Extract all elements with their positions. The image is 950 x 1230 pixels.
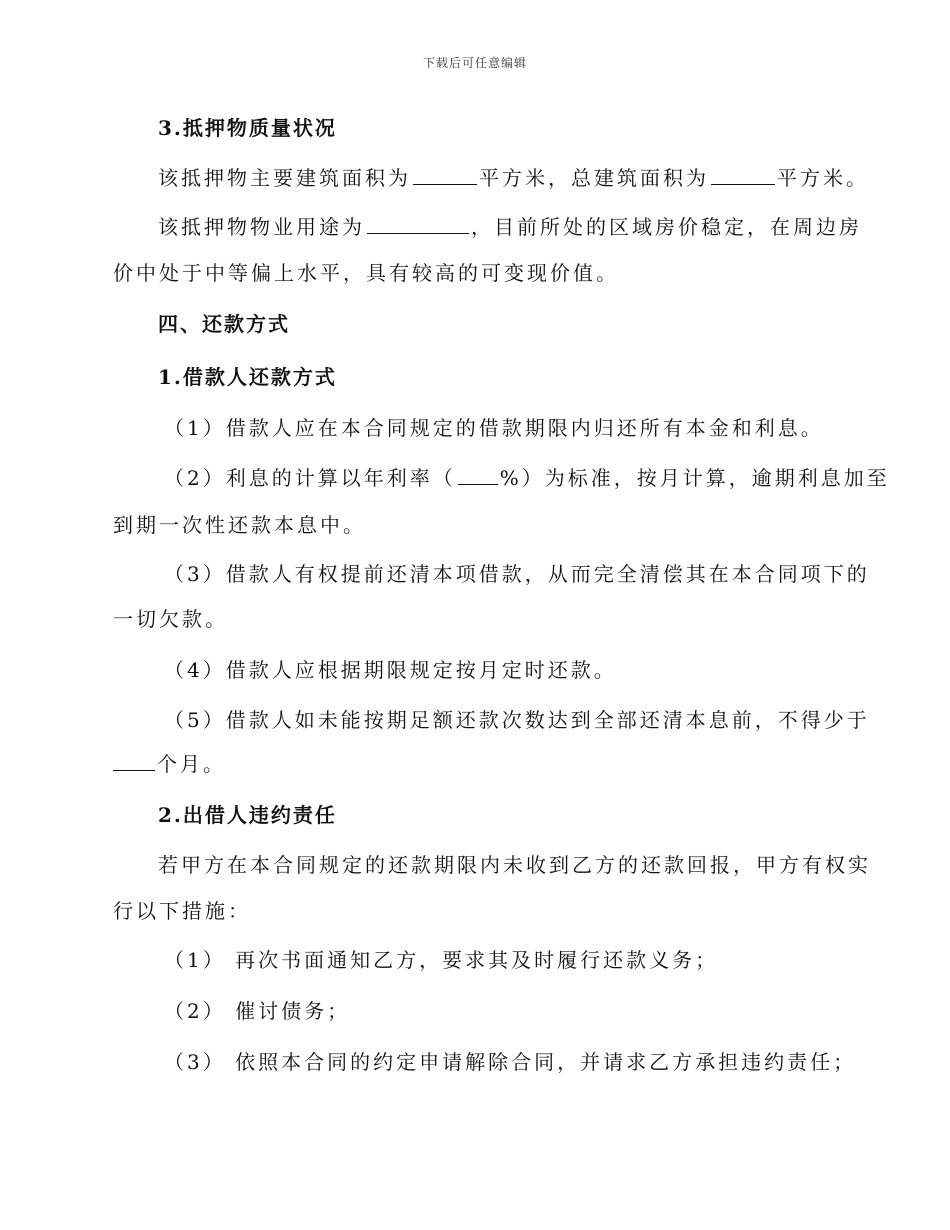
text-segment: 平方米。 (777, 166, 869, 190)
text-segment: 该抵押物物业用途为 (158, 215, 365, 239)
measure-3: （3） 依照本合同的约定申请解除合同，并请求乙方承担违约责任； (164, 1050, 857, 1074)
blank-line (458, 464, 498, 485)
item-2 (164, 464, 890, 492)
blank-line (711, 164, 775, 185)
text-segment: ，目前所处的区域房价稳定，在周边房 (471, 215, 862, 239)
item-3-cont: 一切欠款。 (113, 607, 228, 631)
text-segment: 个月。 (157, 752, 226, 776)
item-4: （4）借款人应根据期限规定按月定时还款。 (164, 658, 617, 682)
blank-line (113, 750, 155, 771)
subsection-4-1-heading: 1.借款人还款方式 (158, 365, 337, 389)
item-3: （3）借款人有权提前还清本项借款，从而完全清偿其在本合同项下的 (164, 562, 870, 586)
text-segment: 平方米，总建筑面积为 (479, 166, 709, 190)
item-1: （1）借款人应在本合同规定的借款期限内归还所有本金和利息。 (164, 416, 824, 440)
paragraph-property-use-cont: 价中处于中等偏上水平，具有较高的可变现价值。 (113, 261, 619, 285)
measure-1: （1） 再次书面通知乙方，要求其及时履行还款义务； (164, 948, 719, 972)
text-segment: 该抵押物主要建筑面积为 (158, 166, 411, 190)
text-segment: %）为标准，按月计算，逾期利息加至 (499, 466, 890, 490)
paragraph-building-area (158, 164, 869, 192)
blank-line (413, 164, 477, 185)
paragraph-lender-rights-cont: 行以下措施： (113, 899, 251, 923)
text-segment: （2）利息的计算以年利率（ (164, 466, 456, 490)
paragraph-property-use (158, 213, 862, 241)
measure-2: （2） 催讨债务； (164, 999, 351, 1023)
section-3-heading: 3.抵押物质量状况 (158, 116, 337, 140)
blank-line (367, 213, 469, 234)
paragraph-lender-rights: 若甲方在本合同规定的还款期限内未收到乙方的还款回报，甲方有权实 (158, 853, 871, 877)
item-2-cont: 到期一次性还款本息中。 (113, 513, 366, 537)
subsection-4-2-heading: 2.出借人违约责任 (158, 803, 337, 827)
item-5-cont (113, 750, 226, 778)
page-header: 下载后可任意编辑 (422, 56, 527, 70)
section-4-heading: 四、还款方式 (158, 312, 290, 336)
item-5: （5）借款人如未能按期足额还款次数达到全部还清本息前，不得少于 (164, 708, 870, 732)
